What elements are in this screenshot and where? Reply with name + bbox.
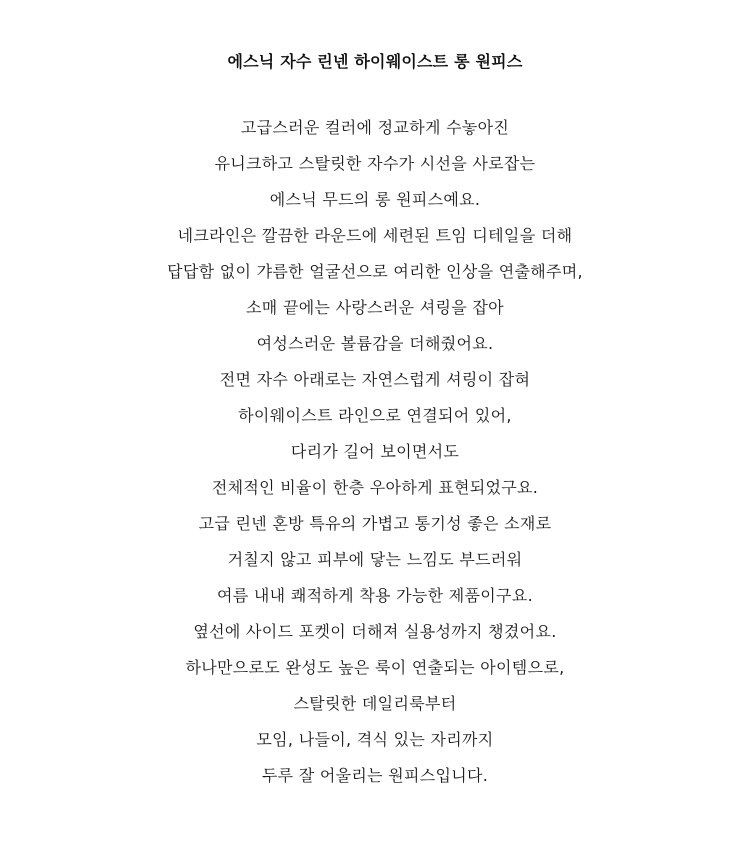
- description-line: 전면 자수 아래로는 자연스럽게 셔링이 잡혀: [219, 370, 531, 389]
- description-line: 소매 끝에는 사랑스러운 셔링을 잡아: [246, 298, 504, 317]
- description-line: 다리가 길어 보이면서도: [290, 442, 460, 461]
- description-line: 네크라인은 깔끔한 라운드에 세련된 트임 디테일을 더해: [177, 226, 573, 245]
- description-line: 고급스러운 컬러에 정교하게 수놓아진: [240, 118, 510, 137]
- description-line: 유니크하고 스탈릿한 자수가 시선을 사로잡는: [214, 154, 536, 173]
- description-line: 두루 잘 어울리는 원피스입니다.: [261, 766, 489, 785]
- description-line: 답답함 없이 갸름한 얼굴선으로 여리한 인상을 연출해주며,: [167, 262, 583, 281]
- description-line: 고급 린넨 혼방 특유의 가볍고 통기성 좋은 소재로: [198, 514, 552, 533]
- description-line: 여성스러운 볼륨감을 더해줬어요.: [256, 334, 494, 353]
- product-title: 에스닉 자수 린넨 하이웨이스트 롱 원피스: [227, 52, 523, 71]
- description-line: 전체적인 비율이 한층 우아하게 표현되었구요.: [211, 478, 539, 497]
- description-line: 하나만으로도 완성도 높은 룩이 연출되는 아이템으로,: [185, 658, 565, 677]
- description-line: 스탈릿한 데일리룩부터: [293, 694, 457, 713]
- description-line: 에스닉 무드의 롱 원피스예요.: [269, 190, 481, 209]
- description-line: 거칠지 않고 피부에 닿는 느낌도 부드러워: [227, 550, 523, 569]
- description-line: 여름 내내 쾌적하게 착용 가능한 제품이구요.: [217, 586, 533, 605]
- description-line: 옆선에 사이드 포켓이 더해져 실용성까지 챙겼어요.: [193, 622, 557, 641]
- description-text: [0, 115, 750, 799]
- description-line: 하이웨이스트 라인으로 연결되어 있어,: [238, 406, 512, 425]
- description-line: 모임, 나들이, 격식 있는 자리까지: [256, 730, 494, 749]
